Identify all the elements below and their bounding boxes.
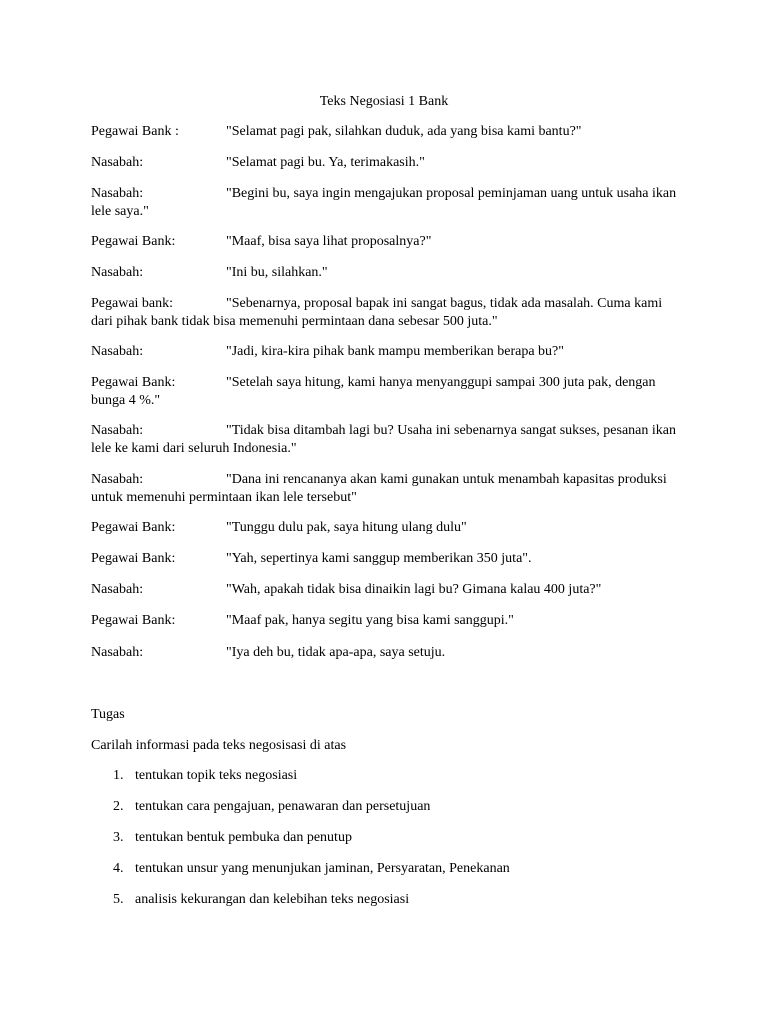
dialogue-line-13 — [91, 581, 681, 599]
task-text: tentukan unsur yang menunjukan jaminan, Persyaratan, Penekanan — [135, 861, 510, 876]
utterance: "Wah, apakah tidak bisa dinaikin lagi bu? Gimana kalau 400 juta?" — [226, 582, 602, 597]
utterance: "Setelah saya hitung, kami hanya menyanggupi sampai 300 juta pak, dengan bunga 4 %." — [91, 375, 656, 408]
utterance: "Dana ini rencananya akan kami gunakan untuk menambah kapasitas produksi untuk memenuhi permintaan ikan lele tersebut" — [91, 472, 667, 505]
task-text: tentukan topik teks negosiasi — [135, 768, 298, 783]
task-number: 4. — [113, 861, 124, 876]
utterance: "Ini bu, silahkan." — [226, 265, 328, 280]
dialogue-line-1 — [91, 123, 681, 141]
dialogue-line-7 — [91, 343, 681, 361]
speaker-label: Pegawai Bank: — [91, 551, 176, 566]
task-item-5 — [113, 891, 673, 909]
dialogue-line-3 — [91, 185, 681, 221]
speaker-label: Pegawai Bank: — [91, 613, 176, 628]
utterance: "Tunggu dulu pak, saya hitung ulang dulu" — [226, 520, 467, 535]
dialogue-line-12 — [91, 550, 681, 568]
tugas-heading: Tugas — [91, 707, 125, 722]
speaker-label: Pegawai Bank : — [91, 124, 179, 139]
dialogue-line-15 — [91, 644, 681, 662]
speaker-label: Nasabah: — [91, 472, 144, 487]
task-text: analisis kekurangan dan kelebihan teks negosiasi — [135, 892, 410, 907]
task-text: tentukan cara pengajuan, penawaran dan persetujuan — [135, 799, 431, 814]
utterance: "Iya deh bu, tidak apa-apa, saya setuju. — [226, 645, 446, 660]
utterance: "Maaf pak, hanya segitu yang bisa kami sanggupi." — [226, 613, 514, 628]
utterance: "Selamat pagi pak, silahkan duduk, ada yang bisa kami bantu?" — [226, 124, 582, 139]
dialogue-line-11 — [91, 519, 681, 537]
dialogue-line-4 — [91, 233, 681, 251]
speaker-label: Nasabah: — [91, 582, 144, 597]
task-item-4 — [113, 860, 673, 878]
speaker-label: Pegawai bank: — [91, 296, 174, 311]
speaker-label: Nasabah: — [91, 645, 144, 660]
dialogue-line-9 — [91, 422, 681, 458]
task-number: 1. — [113, 768, 124, 783]
speaker-label: Nasabah: — [91, 423, 144, 438]
dialogue-line-14 — [91, 612, 681, 630]
dialogue-line-10 — [91, 471, 681, 507]
utterance: "Jadi, kira-kira pihak bank mampu memberikan berapa bu?" — [226, 344, 564, 359]
utterance: "Tidak bisa ditambah lagi bu? Usaha ini sebenarnya sangat sukses, pesanan ikan lele ke kami dari seluruh Indonesia." — [91, 423, 676, 456]
dialogue-line-5 — [91, 264, 681, 282]
task-number: 5. — [113, 892, 124, 907]
utterance: "Yah, sepertinya kami sanggup memberikan 350 juta". — [226, 551, 532, 566]
utterance: "Maaf, bisa saya lihat proposalnya?" — [226, 234, 432, 249]
utterance: "Begini bu, saya ingin mengajukan proposal peminjaman uang untuk usaha ikan lele saya." — [91, 186, 677, 219]
speaker-label: Pegawai Bank: — [91, 234, 176, 249]
dialogue-line-8 — [91, 374, 681, 410]
dialogue-line-6 — [91, 295, 681, 331]
task-item-1 — [113, 767, 673, 785]
speaker-label: Nasabah: — [91, 186, 144, 201]
task-instruction: Carilah informasi pada teks negosisasi di atas — [91, 738, 347, 753]
speaker-label: Pegawai Bank: — [91, 375, 176, 390]
task-text: tentukan bentuk pembuka dan penutup — [135, 830, 352, 845]
task-number: 2. — [113, 799, 124, 814]
task-item-3 — [113, 829, 673, 847]
utterance: "Selamat pagi bu. Ya, terimakasih." — [226, 155, 425, 170]
speaker-label: Nasabah: — [91, 344, 144, 359]
speaker-label: Nasabah: — [91, 155, 144, 170]
dialogue-line-2 — [91, 154, 681, 172]
speaker-label: Nasabah: — [91, 265, 144, 280]
speaker-label: Pegawai Bank: — [91, 520, 176, 535]
utterance: "Sebenarnya, proposal bapak ini sangat bagus, tidak ada masalah. Cuma kami dari pihak bank tidak bisa memenuhi permintaan dana sebesar 500 juta." — [91, 296, 663, 329]
task-item-2 — [113, 798, 673, 816]
document-title: Teks Negosiasi 1 Bank — [319, 94, 449, 109]
task-number: 3. — [113, 830, 124, 845]
